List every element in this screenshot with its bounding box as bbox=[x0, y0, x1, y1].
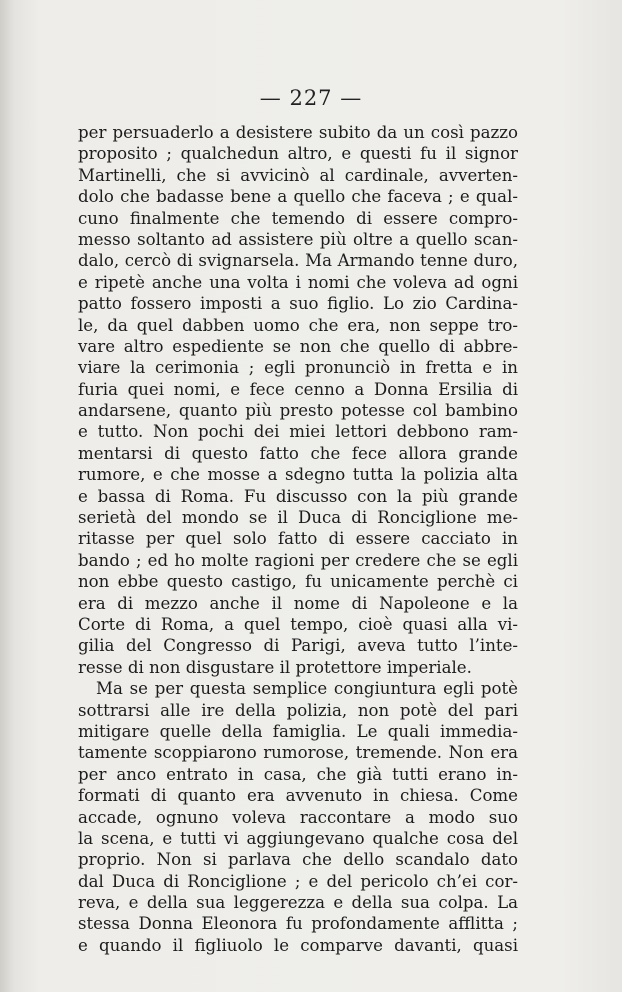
text-line: per persuaderlo a desistere subito da un così pazzo bbox=[78, 123, 518, 142]
text-line: tamente scoppiarono rumorose, tremende. Non era bbox=[78, 743, 518, 763]
page-number: — 227 — bbox=[259, 86, 363, 110]
text-line: rumore, e che mosse a sdegno tutta la polizia alta bbox=[78, 465, 518, 485]
text-line: cuno finalmente che temendo di essere compro- bbox=[78, 208, 518, 228]
text-line: e tutto. Non pochi dei miei lettori debbono ram- bbox=[78, 422, 518, 442]
text-line: e ripetè anche una volta i nomi che voleva ad ogni bbox=[78, 272, 518, 292]
body-text bbox=[78, 122, 518, 956]
text-line: ritasse per quel solo fatto di essere cacciato in bbox=[78, 529, 518, 549]
text-line: mentarsi di questo fatto che fece allora grande bbox=[78, 443, 518, 463]
text-line: stessa Donna Eleonora fu profondamente afflitta ; bbox=[78, 914, 518, 934]
text-line: dolo che badasse bene a quello che faceva ; e qual- bbox=[78, 187, 518, 207]
text-line: Ma se per questa semplice congiuntura egli potè bbox=[96, 679, 518, 699]
text-line: mitigare quelle della famiglia. Le quali immedia- bbox=[78, 721, 518, 741]
paragraph bbox=[78, 678, 518, 956]
text-line: non ebbe questo castigo, fu unicamente perchè ci bbox=[78, 572, 518, 592]
text-line: sottrarsi alle ire della polizia, non potè del pari bbox=[78, 700, 518, 720]
text-line: viare la cerimonia ; egli pronunciò in fretta e in bbox=[78, 358, 518, 378]
text-line: Corte di Roma, a quel tempo, cioè quasi alla vi- bbox=[78, 614, 518, 634]
text-line: dalo, cercò di svignarsela. Ma Armando tenne duro, bbox=[78, 251, 518, 271]
paragraph bbox=[78, 122, 518, 678]
text-line: le, da quel dabben uomo che era, non seppe tro- bbox=[78, 315, 518, 335]
text-line: vare altro espediente se non che quello di abbre- bbox=[78, 336, 518, 356]
text-line: era di mezzo anche il nome di Napoleone e la bbox=[78, 593, 518, 613]
text-line: la scena, e tutti vi aggiungevano qualche cosa del bbox=[78, 828, 518, 848]
text-line: serietà del mondo se il Duca di Ronciglione me- bbox=[78, 508, 518, 528]
text-line: proposito ; qualchedun altro, e questi fu il signor bbox=[78, 144, 518, 164]
text-line: messo soltanto ad assistere più oltre a quello scan- bbox=[78, 229, 518, 249]
text-line: bando ; ed ho molte ragioni per credere che se egli bbox=[78, 550, 518, 570]
text-line: reva, e della sua leggerezza e della sua colpa. La bbox=[78, 893, 518, 913]
text-line: per anco entrato in casa, che già tutti erano in- bbox=[78, 764, 518, 784]
text-line: patto fossero imposti a suo figlio. Lo zio Cardina- bbox=[78, 294, 518, 314]
text-line: e bassa di Roma. Fu discusso con la più grande bbox=[78, 486, 518, 506]
text-line: gilia del Congresso di Parigi, aveva tutto l’inte- bbox=[78, 636, 518, 656]
text-line: formati di quanto era avvenuto in chiesa. Come bbox=[78, 786, 518, 806]
text-line: e quando il figliuolo le comparve davanti, quasi bbox=[78, 935, 518, 955]
text-line: proprio. Non si parlava che dello scandalo dato bbox=[78, 850, 518, 870]
text-line: furia quei nomi, e fece cenno a Donna Ersilia di bbox=[78, 379, 518, 399]
text-line: Martinelli, che si avvicinò al cardinale, avverten- bbox=[78, 165, 518, 185]
text-line: accade, ognuno voleva raccontare a modo suo bbox=[78, 807, 518, 827]
text-line: resse di non disgustare il protettore imperiale. bbox=[78, 657, 472, 677]
text-line: andarsene, quanto più presto potesse col bambino bbox=[78, 401, 518, 421]
text-line: dal Duca di Ronciglione ; e del pericolo ch’ei cor- bbox=[78, 871, 518, 891]
